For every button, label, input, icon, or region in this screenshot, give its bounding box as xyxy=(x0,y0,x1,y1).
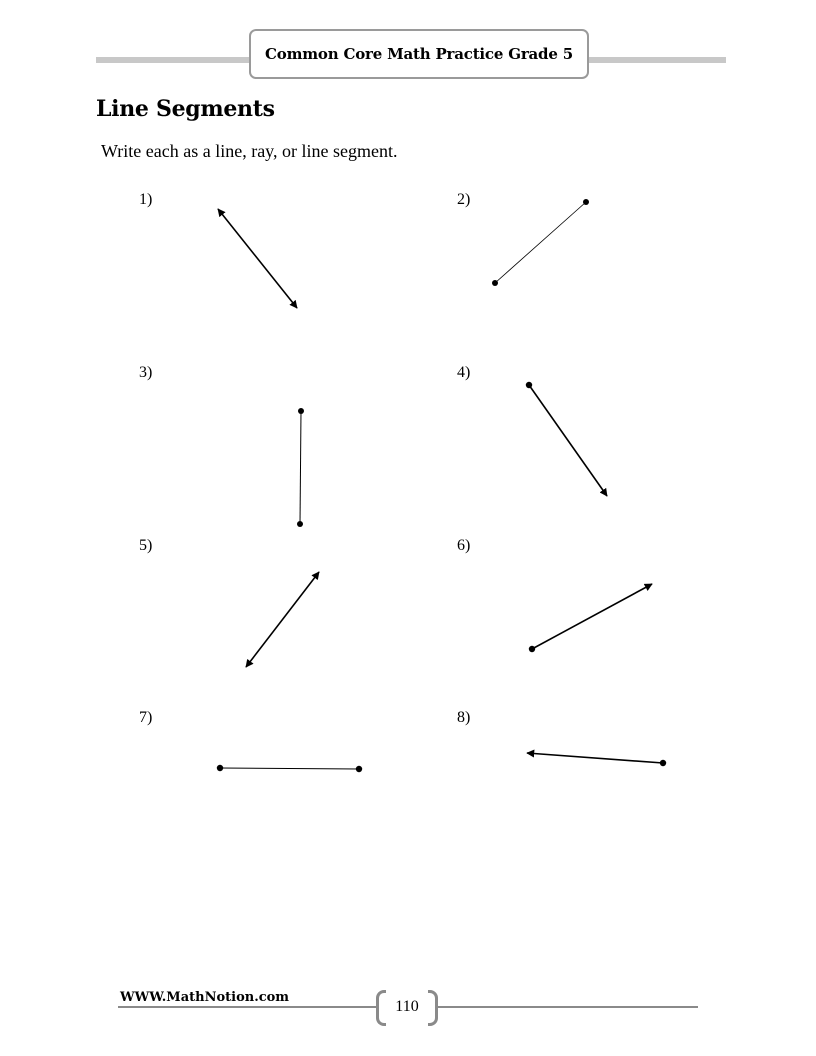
figure-6-ray xyxy=(529,584,652,652)
problem-label-1: 1) xyxy=(139,191,153,208)
problem-label-5: 5) xyxy=(139,537,153,554)
figure-3-line-segment xyxy=(297,408,304,527)
figure-1-line xyxy=(218,209,297,308)
figure-2-line-segment xyxy=(492,199,589,286)
problem-label-7: 7) xyxy=(139,709,153,726)
problem-label-2: 2) xyxy=(457,191,471,208)
instruction-text: Write each as a line, ray, or line segment. xyxy=(101,141,398,161)
page-number-bracket-left xyxy=(376,990,386,1026)
problem-label-3: 3) xyxy=(139,364,153,381)
footer-site: WWW.MathNotion.com xyxy=(120,990,290,1005)
page-title: Line Segments xyxy=(96,96,275,122)
figure-7-line-segment xyxy=(217,765,362,772)
header-title: Common Core Math Practice Grade 5 xyxy=(265,45,573,63)
footer-rule-right xyxy=(438,1006,698,1008)
figure-8-ray xyxy=(527,753,666,766)
problem-label-6: 6) xyxy=(457,537,471,554)
page-number-bracket-right xyxy=(428,990,438,1026)
figure-5-line xyxy=(246,572,319,667)
page-number: 110 xyxy=(395,998,419,1015)
figure-4-ray xyxy=(526,382,607,496)
problem-label-4: 4) xyxy=(457,364,471,381)
problem-label-8: 8) xyxy=(457,709,471,726)
footer-rule-left xyxy=(118,1006,376,1008)
